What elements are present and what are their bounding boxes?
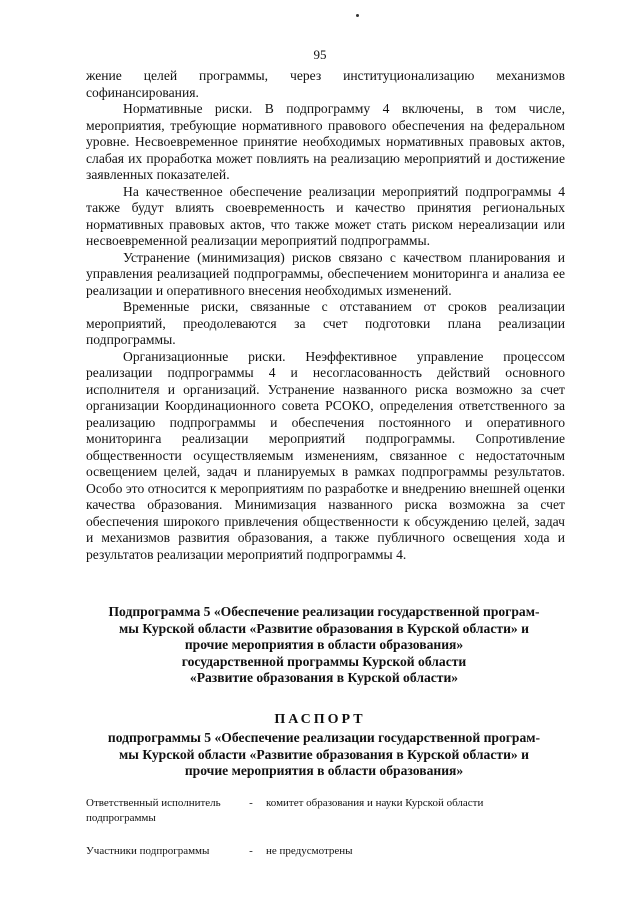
page-number: 95 [313,47,327,62]
heading-line: подпрограммы 5 «Обеспечение реализации государственной програм- [107,730,541,745]
heading-line: мы Курской области «Развитие образования в Курской области» и [119,620,529,636]
row-dash: - [249,797,253,809]
passport-table [86,796,566,877]
paragraph: Устранение (минимизация) рисков связано с качеством планирования и управления реализацией подпрограммы, обеспечением мониторинга и анализа ее реализации и оперативного внесения необходимых изменений. [86,249,565,298]
passport-row [86,844,566,859]
row-label: Участники подпрограммы [86,845,210,857]
paragraph: жение целей программы, через институционализацию механизмов софинансирования. [86,68,565,100]
paragraph: Временные риски, связанные с отставанием от сроков реализации мероприятий, преодолеваются за счет подготовки плана реализации подпрограммы. [86,299,565,347]
heading-line: прочие мероприятия в области образования» [184,637,464,652]
row-value: комитет образования и науки Курской области [266,797,484,809]
paragraph: На качественное обеспечение реализации мероприятий подпрограммы 4 также будут влиять своевременность и качество принятия региональных нормативных правовых актов, что также может стать риском нереализации или несвоевременной реализации мероприятий подпрограммы. [86,183,565,248]
row-value: не предусмотрены [266,845,353,857]
passport-heading [80,730,568,780]
paragraph: Организационные риски. Неэффективное управление процессом реализации подпрограммы 4 и несогласованность действий основного исполнителя и организаций. Устранение названного риска возможно за счет организации Координационного совета РСОКО, определения ответственного за реализацию подпрограммы и обеспечения постоянного и оперативного мониторинга реализации мероприятий подпрограммы. Сопротивление общественности осуществляемым изменениям, связанное с недостаточным освещением целей, задач и планируемых в рамках подпрограммы результатов. Особо это относится к мероприятиям по разработке и внедрению внешней оценки качества образования. Минимизация названного риска возможна за счет обеспечения широкого привлечения общественности к обсуждению целей, задач и механизмов развития образования, а также публичного освещения хода и результатов реализации мероприятий подпрограммы 4. [86,348,565,562]
heading-line: «Развитие образования в Курской области» [189,670,459,685]
heading-line: мы Курской области «Развитие образования в Курской области» и [119,746,529,762]
heading-line: прочие мероприятия в области образования» [184,763,464,778]
passport-row [86,796,566,826]
row-label: Ответственный исполнитель подпрограммы [86,797,221,824]
row-dash: - [249,845,253,857]
subprogram-heading [80,604,568,687]
paragraph: Нормативные риски. В подпрограмму 4 включены, в том числе, мероприятия, требующие нормативного правового обеспечения на федеральном уровне. Несвоевременное принятие необходимых нормативных правовых актов, слабая их проработка может повлиять на реализацию мероприятий и достижение заявленных показателей. [86,101,565,182]
heading-line: государственной программы Курской области [181,653,467,669]
heading-line: Подпрограмма 5 «Обеспечение реализации государственной програм- [108,604,540,619]
body-text [86,68,565,563]
passport-title: ПАСПОРТ [274,712,366,727]
scan-mark [356,14,359,17]
